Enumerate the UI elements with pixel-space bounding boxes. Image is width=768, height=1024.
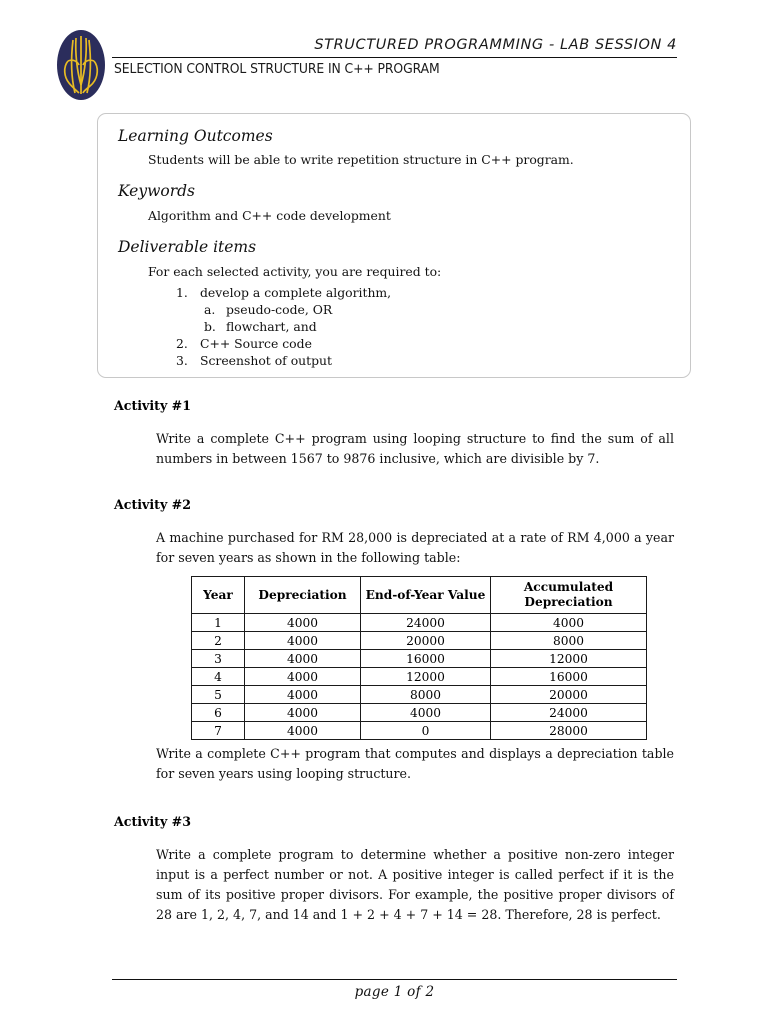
deliverable-item xyxy=(176,335,656,352)
table-cell: 12000 xyxy=(491,650,647,668)
table-cell: 5 xyxy=(192,686,245,704)
activity-2-paragraph-2: Write a complete C++ program that computes and displays a depreciation table for seven years using looping structure. xyxy=(156,746,674,781)
deliverable-item-label: Screenshot of output xyxy=(200,353,333,368)
deliverable-item-marker: 2. xyxy=(176,336,188,351)
deliverable-items-heading: Deliverable items xyxy=(118,238,257,256)
table-row xyxy=(192,668,647,686)
table-cell: 1 xyxy=(192,614,245,632)
deliverable-item-label: develop a complete algorithm, xyxy=(200,285,392,300)
table-row xyxy=(192,650,647,668)
table-cell: 28000 xyxy=(491,722,647,740)
table-cell: 0 xyxy=(361,722,491,740)
footer-divider xyxy=(112,979,677,980)
table-cell: 16000 xyxy=(361,650,491,668)
learning-outcomes-heading: Learning Outcomes xyxy=(118,127,273,145)
table-cell: 7 xyxy=(192,722,245,740)
table-cell: 4000 xyxy=(245,704,361,722)
activity-2-title: Activity #2 xyxy=(114,497,191,512)
table-column-header: Accumulated Depreciation xyxy=(491,577,647,614)
table-row xyxy=(192,632,647,650)
table-row xyxy=(192,614,647,632)
table-column-header: Year xyxy=(192,577,245,614)
table-column-header: End-of-Year Value xyxy=(361,577,491,614)
deliverable-item xyxy=(176,284,656,301)
learning-outcomes-box xyxy=(97,113,691,378)
table-row xyxy=(192,686,647,704)
table-body xyxy=(192,614,647,740)
page-number-label: page 1 of 2 xyxy=(354,984,435,1000)
deliverable-item-marker: a. xyxy=(204,302,216,317)
table-cell: 16000 xyxy=(491,668,647,686)
keywords-text: Algorithm and C++ code development xyxy=(148,208,391,223)
table-cell: 4 xyxy=(192,668,245,686)
table-cell: 24000 xyxy=(491,704,647,722)
table-cell: 8000 xyxy=(361,686,491,704)
table-cell: 4000 xyxy=(361,704,491,722)
activity-1-paragraph: Write a complete C++ program using looping structure to find the sum of all numbers in between 1567 to 9876 inclusive, which are divisible by 7. xyxy=(156,431,674,466)
deliverable-item-marker: b. xyxy=(204,319,216,334)
activity-3-title: Activity #3 xyxy=(114,814,191,829)
table-column-header: Depreciation xyxy=(245,577,361,614)
activity-3-paragraph: Write a complete program to determine whether a positive non-zero integer input is a perfect number or not. A positive integer is called perfect if it is the sum of its positive proper divisors. For example, the positive proper divisors of 28 are 1, 2, 4, 7, and 14 and 1 + 2 + 4 + 7 + 14 = 28. Therefore, 28 is perfect. xyxy=(156,847,674,922)
table-cell: 2 xyxy=(192,632,245,650)
page-title: STRUCTURED PROGRAMMING - LAB SESSION 4 xyxy=(314,37,677,53)
keywords-heading: Keywords xyxy=(118,182,195,200)
deliverable-item-marker: 1. xyxy=(176,285,188,300)
deliverable-items-list xyxy=(176,284,656,369)
table-cell: 4000 xyxy=(245,686,361,704)
table-cell: 4000 xyxy=(245,614,361,632)
table-cell: 20000 xyxy=(491,686,647,704)
table-cell: 20000 xyxy=(361,632,491,650)
table-row xyxy=(192,704,647,722)
table-cell: 4000 xyxy=(245,668,361,686)
table-cell: 24000 xyxy=(361,614,491,632)
activity-1-title: Activity #1 xyxy=(114,398,191,413)
table-cell: 12000 xyxy=(361,668,491,686)
table-cell: 4000 xyxy=(245,650,361,668)
deliverable-item-label: flowchart, and xyxy=(226,319,317,334)
page-header xyxy=(0,0,768,108)
deliverable-item-marker: 3. xyxy=(176,353,188,368)
table-cell: 4000 xyxy=(245,722,361,740)
activity-2-paragraph: A machine purchased for RM 28,000 is depreciated at a rate of RM 4,000 a year for seven years as shown in the following table: xyxy=(156,530,674,565)
table-head xyxy=(192,577,647,614)
deliverable-items-intro: For each selected activity, you are required to: xyxy=(148,264,442,279)
table-row xyxy=(192,722,647,740)
header-divider xyxy=(112,57,677,58)
deliverable-item-label: C++ Source code xyxy=(200,336,312,351)
table-cell: 3 xyxy=(192,650,245,668)
deliverable-item-label: pseudo-code, OR xyxy=(226,302,333,317)
depreciation-table xyxy=(191,576,647,740)
page-subtitle: SELECTION CONTROL STRUCTURE IN C++ PROGRAM xyxy=(114,62,440,77)
university-crest-logo-icon xyxy=(55,27,107,103)
table-cell: 4000 xyxy=(245,632,361,650)
learning-outcomes-text: Students will be able to write repetition structure in C++ program. xyxy=(148,152,574,167)
table-header-row xyxy=(192,577,647,614)
table-cell: 6 xyxy=(192,704,245,722)
deliverable-item xyxy=(176,301,656,318)
table-cell: 4000 xyxy=(491,614,647,632)
deliverable-item xyxy=(176,352,656,369)
deliverable-item xyxy=(176,318,656,335)
table-cell: 8000 xyxy=(491,632,647,650)
